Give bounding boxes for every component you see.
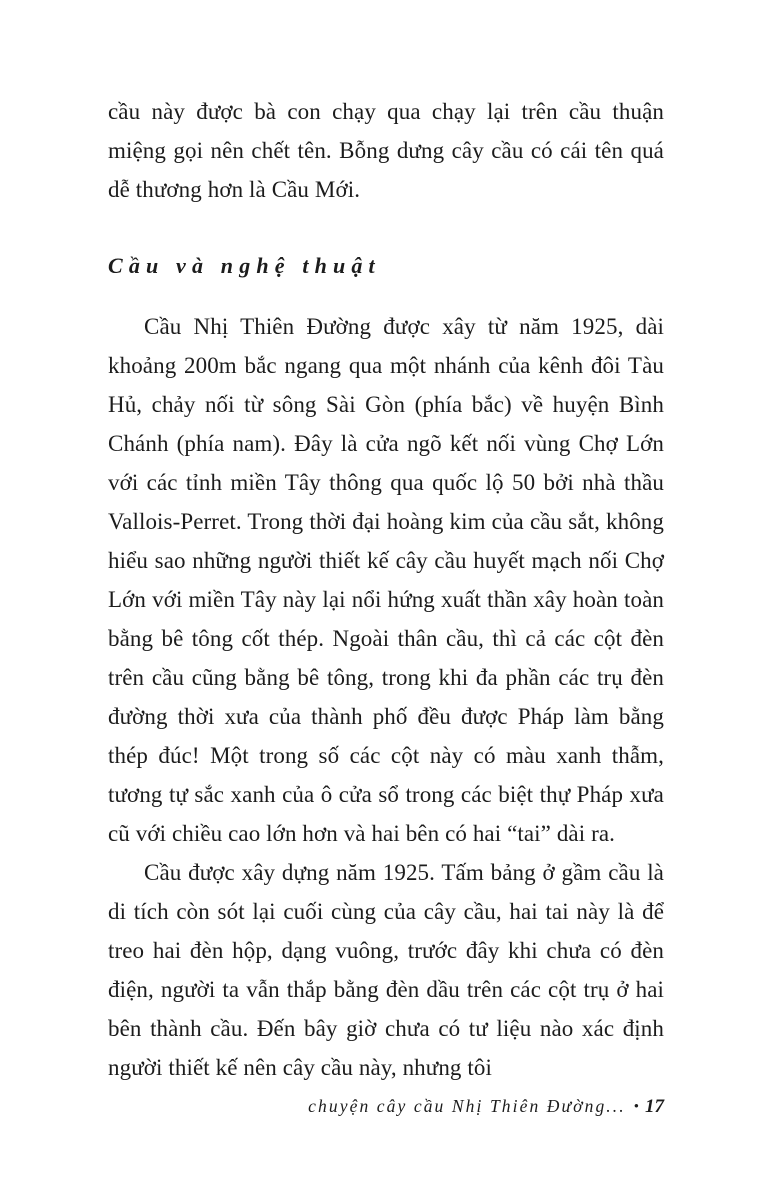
running-title: chuyện cây cầu Nhị Thiên Đường... <box>308 1096 626 1116</box>
section-heading: Cầu và nghệ thuật <box>108 253 381 278</box>
body-paragraph-1: Cầu Nhị Thiên Đường được xây từ năm 1925, dài khoảng 200m bắc ngang qua một nhánh của kênh đôi Tàu Hủ, chảy nối từ sông Sài Gòn (phía bắc) về huyện Bình Chánh (phía nam). Đây là cửa ngõ kết nối vùng Chợ Lớn với các tỉnh miền Tây thông qua quốc lộ 50 bởi nhà thầu Vallois-Perret. Trong thời đại hoàng kim của cầu sắt, không hiểu sao những người thiết kế cây cầu huyết mạch nối Chợ Lớn với miền Tây này lại nổi hứng xuất thần xây hoàn toàn bằng bê tông cốt thép. Ngoài thân cầu, thì cả các cột đèn trên cầu cũng bằng bê tông, trong khi đa phần các trụ đèn đường thời xưa của thành phố đều được Pháp làm bằng thép đúc! Một trong số các cột này có màu xanh thẫm, tương tự sắc xanh của ô cửa sổ trong các biệt thự Pháp xưa cũ với chiều cao lớn hơn và hai bên có hai “tai” dài ra. <box>108 314 664 846</box>
page-number: 17 <box>645 1096 664 1117</box>
page-footer <box>108 1096 664 1118</box>
body-paragraph-2: Cầu được xây dựng năm 1925. Tấm bảng ở gầm cầu là di tích còn sót lại cuối cùng của cây cầu, hai tai này là để treo hai đèn hộp, dạng vuông, trước đây khi chưa có đèn điện, người ta vẫn thắp bằng đèn dầu trên các cột trụ ở hai bên thành cầu. Đến bây giờ chưa có tư liệu nào xác định người thiết kế nên cây cầu này, nhưng tôi <box>108 860 664 1080</box>
footer-separator: • <box>633 1099 639 1115</box>
text-block <box>108 92 664 1087</box>
intro-paragraph: cầu này được bà con chạy qua chạy lại trên cầu thuận miệng gọi nên chết tên. Bỗng dưng cây cầu có cái tên quá dễ thương hơn là Cầu Mới. <box>108 99 664 202</box>
